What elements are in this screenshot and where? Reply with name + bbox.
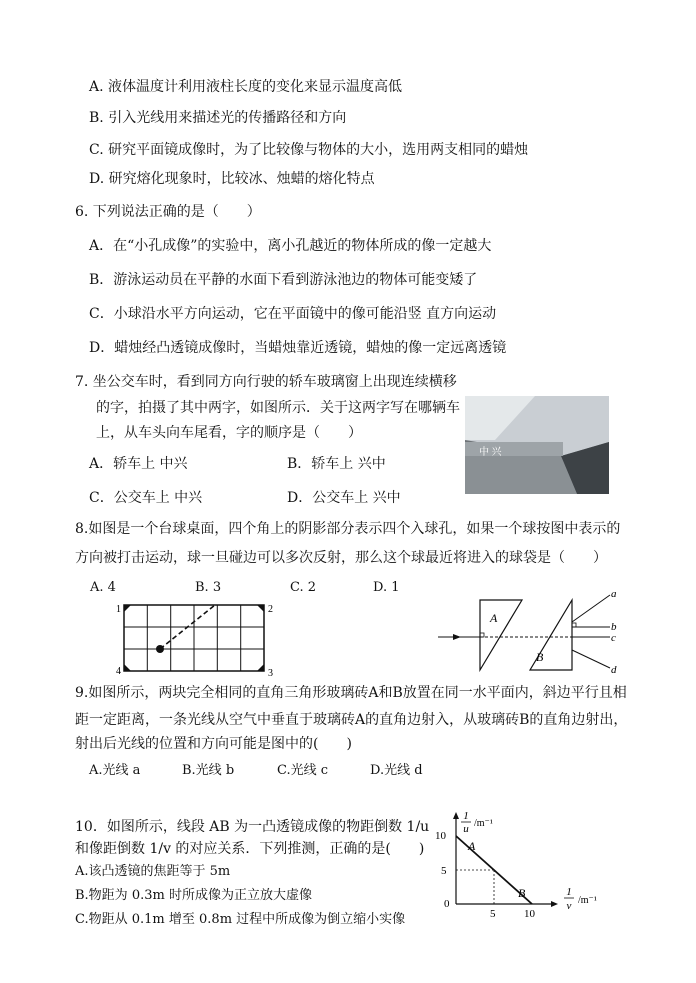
x-tick-10: 10 <box>524 908 535 920</box>
q7-stem-line3: 上，从车头向车尾看，字的顺序是（ ） <box>96 425 362 441</box>
ray-label-a: a <box>611 588 617 600</box>
q5-option-c: C. 研究平面镜成像时，为了比较像与物体的大小，选用两支相同的蜡烛 <box>89 142 529 158</box>
q9-option-a: A.光线 a <box>89 763 141 778</box>
q7-stem-line1: 7. 坐公交车时，看到同方向行驶的轿车玻璃窗上出现连续横移 <box>75 374 457 390</box>
ray-label-d: d <box>611 664 617 676</box>
ray-label-b: b <box>611 621 617 633</box>
q8-option-a: A. 4 <box>90 580 116 595</box>
q5-option-a: A. 液体温度计利用液柱长度的变化来显示温度高低 <box>89 79 403 95</box>
q8-stem-line2: 方向被打击运动，球一旦碰边可以多次反射，那么这个球最近将进入的球袋是（ ） <box>75 550 607 566</box>
billiard-table-diagram <box>112 601 282 677</box>
y-axis-frac-num: 1 <box>463 810 469 822</box>
inverse-distance-graph <box>432 808 612 920</box>
q6-option-a: A．在“小孔成像”的实验中，离小孔越近的物体所成的像一定越大 <box>89 238 492 254</box>
car-window-text: 中 兴 <box>479 447 502 458</box>
y-axis-unit: /m⁻¹ <box>474 818 493 829</box>
q9-option-d: D.光线 d <box>370 763 423 778</box>
corner-label-4: 4 <box>116 666 121 677</box>
q9-stem-line3: 射出后光线的位置和方向可能是图中的( ) <box>75 736 352 752</box>
q8-option-c: C. 2 <box>290 580 317 595</box>
origin-label: 0 <box>444 898 450 910</box>
q10-option-b: B.物距为 0.3m 时所成像为正立放大虚像 <box>75 888 312 903</box>
q6-stem: 6. 下列说法正确的是（ ） <box>75 204 261 220</box>
q10-option-a: A.该凸透镜的焦距等于 5m <box>75 864 231 879</box>
q5-option-b: B. 引入光线用来描述光的传播路径和方向 <box>89 110 347 126</box>
q8-option-d: D. 1 <box>373 580 400 595</box>
q7-option-c: C．公交车上 中兴 <box>89 490 203 506</box>
q7-option-b: B．轿车上 兴中 <box>287 456 386 472</box>
q6-option-b: B．游泳运动员在平静的水面下看到游泳池边的物体可能变矮了 <box>89 272 478 288</box>
q9-stem-line1: 9.如图所示，两块完全相同的直角三角形玻璃砖A和B放置在同一水平面内，斜边平行且相 <box>75 685 627 701</box>
q10-stem-line1: 10．如图所示，线段 AB 为一凸透镜成像的物距倒数 1/u <box>75 819 430 835</box>
prism-label-b: B <box>536 650 544 664</box>
corner-label-2: 2 <box>268 604 273 615</box>
prism-label-a: A <box>490 611 498 625</box>
q9-stem-line2: 距一定距离，一条光线从空气中垂直于玻璃砖A的直角边射入，从玻璃砖B的直角边射出， <box>75 712 628 728</box>
q5-option-d: D. 研究熔化现象时，比较冰、烛蜡的熔化特点 <box>89 171 375 187</box>
corner-label-3: 3 <box>268 668 273 677</box>
car-window-photo <box>465 396 609 494</box>
y-axis-frac-den: u <box>463 823 469 835</box>
q10-option-c: C.物距从 0.1m 增至 0.8m 过程中所成像为倒立缩小实像 <box>75 912 406 927</box>
point-b-label: B <box>518 886 526 900</box>
x-axis-unit: /m⁻¹ <box>578 895 597 906</box>
q8-option-b: B. 3 <box>195 580 222 595</box>
billiard-ball <box>156 645 164 653</box>
y-tick-10: 10 <box>435 830 446 842</box>
q6-option-c: C．小球沿水平方向运动，它在平面镜中的像可能沿竖 直方向运动 <box>89 306 497 322</box>
x-axis-frac-den: v <box>566 900 572 912</box>
x-tick-5: 5 <box>490 908 496 920</box>
ray-label-c: c <box>611 632 616 644</box>
y-tick-5: 5 <box>441 865 447 877</box>
corner-label-1: 1 <box>116 604 121 615</box>
q8-stem-line1: 8.如图是一个台球桌面，四个角上的阴影部分表示四个入球孔，如果一个球按图中表示的 <box>75 521 621 537</box>
q6-option-d: D．蜡烛经凸透镜成像时，当蜡烛靠近透镜，蜡烛的像一定远离透镜 <box>89 340 507 356</box>
q7-option-a: A．轿车上 中兴 <box>89 456 188 472</box>
q10-stem-line2: 和像距倒数 1/v 的对应关系．下列推测，正确的是( ) <box>75 841 425 857</box>
q9-option-c: C.光线 c <box>277 763 329 778</box>
q9-option-b: B.光线 b <box>182 763 235 778</box>
point-a-label: A <box>468 839 476 853</box>
glass-prism-diagram <box>430 582 620 678</box>
q7-option-d: D．公交车上 兴中 <box>287 490 401 506</box>
q7-stem-line2: 的字，拍摄了其中两字，如图所示．关于这两字写在哪辆车 <box>96 400 460 416</box>
x-axis-frac-num: 1 <box>566 886 572 898</box>
